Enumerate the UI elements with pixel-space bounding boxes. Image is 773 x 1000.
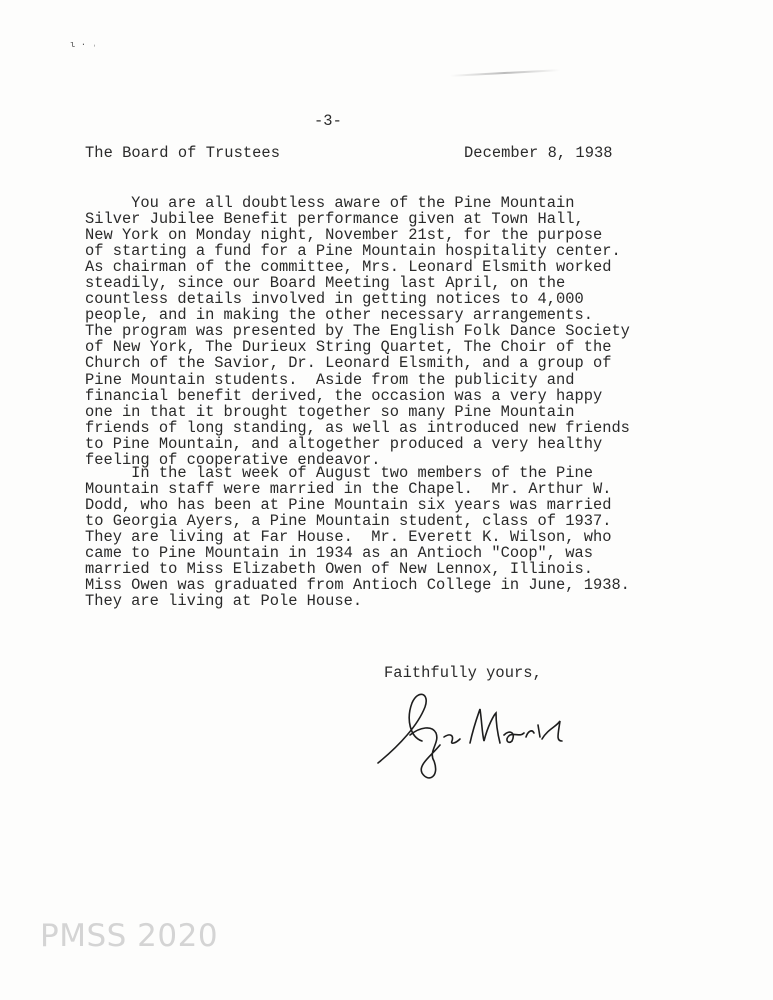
text-line: Silver Jubilee Benefit performance given at Town Hall,: [85, 210, 584, 229]
text-line: You are all doubtless aware of the Pine Mountain: [85, 194, 575, 212]
text-line: Miss Owen was graduated from Antioch College in June, 1938.: [85, 576, 630, 595]
text-line: They are living at Pole House.: [85, 592, 363, 611]
text-line: In the last week of August two members of the Pine: [85, 464, 593, 482]
text-line: Dodd, who has been at Pine Mountain six years was married: [85, 496, 612, 515]
text-line: people, and in making the other necessary arrangements.: [85, 306, 593, 325]
text-line: New York on Monday night, November 21st, for the purpose: [85, 226, 603, 245]
signature: [370, 685, 570, 785]
paragraph-2: [85, 465, 630, 609]
scan-smudge: [450, 69, 560, 77]
closing: Faithfully yours,: [384, 664, 542, 682]
addressee: The Board of Trustees: [85, 144, 281, 162]
text-line: friends of long standing, as well as introduced new friends: [85, 418, 630, 437]
text-line: to Georgia Ayers, a Pine Mountain student, class of 1937.: [85, 512, 612, 531]
scan-specks: ι · ˒: [70, 40, 98, 50]
letter-date: December 8, 1938: [464, 144, 613, 162]
text-line: As chairman of the committee, Mrs. Leonard Elsmith worked: [85, 258, 612, 277]
text-line: came to Pine Mountain in 1934 as an Antioch "Coop", was: [85, 544, 593, 563]
text-line: to Pine Mountain, and altogether produced a very healthy: [85, 434, 603, 453]
text-line: Church of the Savior, Dr. Leonard Elsmith, and a group of: [85, 354, 612, 373]
text-line: one in that it brought together so many Pine Mountain: [85, 402, 575, 421]
text-line: They are living at Far House. Mr. Everett K. Wilson, who: [85, 528, 612, 547]
watermark: PMSS 2020: [40, 918, 219, 954]
text-line: countless details involved in getting notices to 4,000: [85, 290, 584, 309]
text-line: married to Miss Elizabeth Owen of New Lennox, Illinois.: [85, 560, 593, 579]
text-line: steadily, since our Board Meeting last April, on the: [85, 274, 566, 293]
text-line: financial benefit derived, the occasion was a very happy: [85, 386, 603, 405]
page-number: -3-: [314, 112, 342, 130]
text-line: feeling of cooperative endeavor.: [85, 450, 381, 469]
text-line: of starting a fund for a Pine Mountain hospitality center.: [85, 242, 621, 261]
text-line: The program was presented by The English Folk Dance Society: [85, 322, 630, 341]
text-line: Mountain staff were married in the Chapel. Mr. Arthur W.: [85, 480, 612, 499]
paragraph-1: [85, 195, 630, 468]
text-line: Pine Mountain students. Aside from the publicity and: [85, 370, 575, 389]
text-line: of New York, The Durieux String Quartet, The Choir of the: [85, 338, 612, 357]
